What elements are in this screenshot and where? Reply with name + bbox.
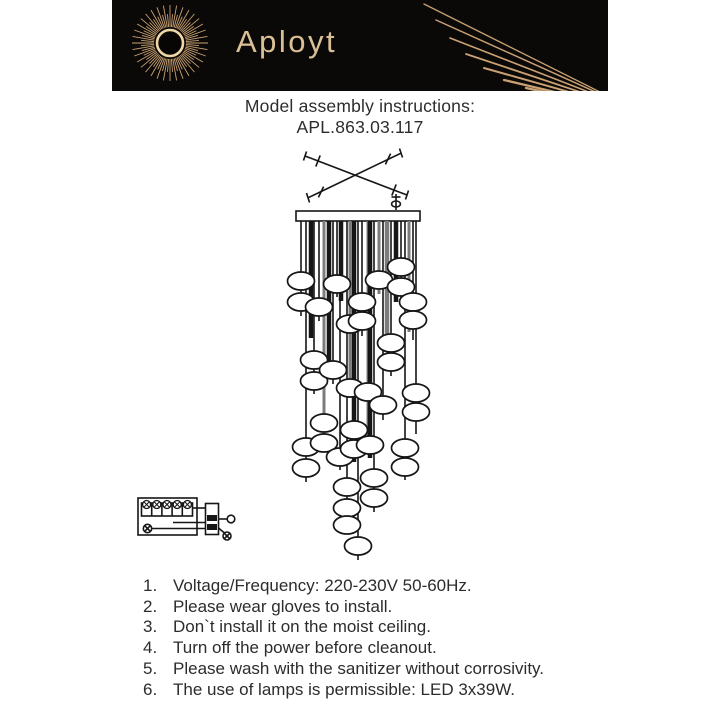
instruction-item <box>143 597 643 618</box>
instruction-number: 4. <box>143 638 158 658</box>
instruction-item <box>143 638 643 659</box>
instruction-text: The use of lamps is permissible: LED 3x39W. <box>173 679 516 699</box>
instruction-item <box>143 576 643 597</box>
instruction-text: Please wear gloves to install. <box>173 596 393 616</box>
model-number: APL.863.03.117 <box>296 117 424 137</box>
instruction-text: Turn off the power before cleanout. <box>173 638 437 658</box>
instruction-number: 3. <box>143 617 158 637</box>
instruction-item <box>143 680 643 701</box>
instruction-text: Voltage/Frequency: 220-230V 50-60Hz. <box>173 576 472 595</box>
instruction-number: 1. <box>143 576 158 595</box>
mounting-crossbar-drawing <box>304 149 409 203</box>
instruction-text: Please wash with the sanitizer without corrosivity. <box>173 658 545 678</box>
instruction-item <box>143 617 643 638</box>
hook-drawing <box>392 194 401 210</box>
instruction-text: Don`t install it on the moist ceiling. <box>173 617 431 637</box>
page-title: Model assembly instructions: <box>244 96 476 116</box>
brand-name: Aployt <box>236 24 338 59</box>
instruction-number: 6. <box>143 679 158 699</box>
wiring-diagram-drawing <box>138 498 235 540</box>
instruction-number: 5. <box>143 658 158 678</box>
terminal-screws-drawing <box>143 501 192 509</box>
instructions-list <box>143 576 643 700</box>
canopy-plate-drawing <box>296 211 420 221</box>
instruction-number: 2. <box>143 596 158 616</box>
pendant-rods-drawing <box>288 221 430 560</box>
instruction-item <box>143 659 643 680</box>
